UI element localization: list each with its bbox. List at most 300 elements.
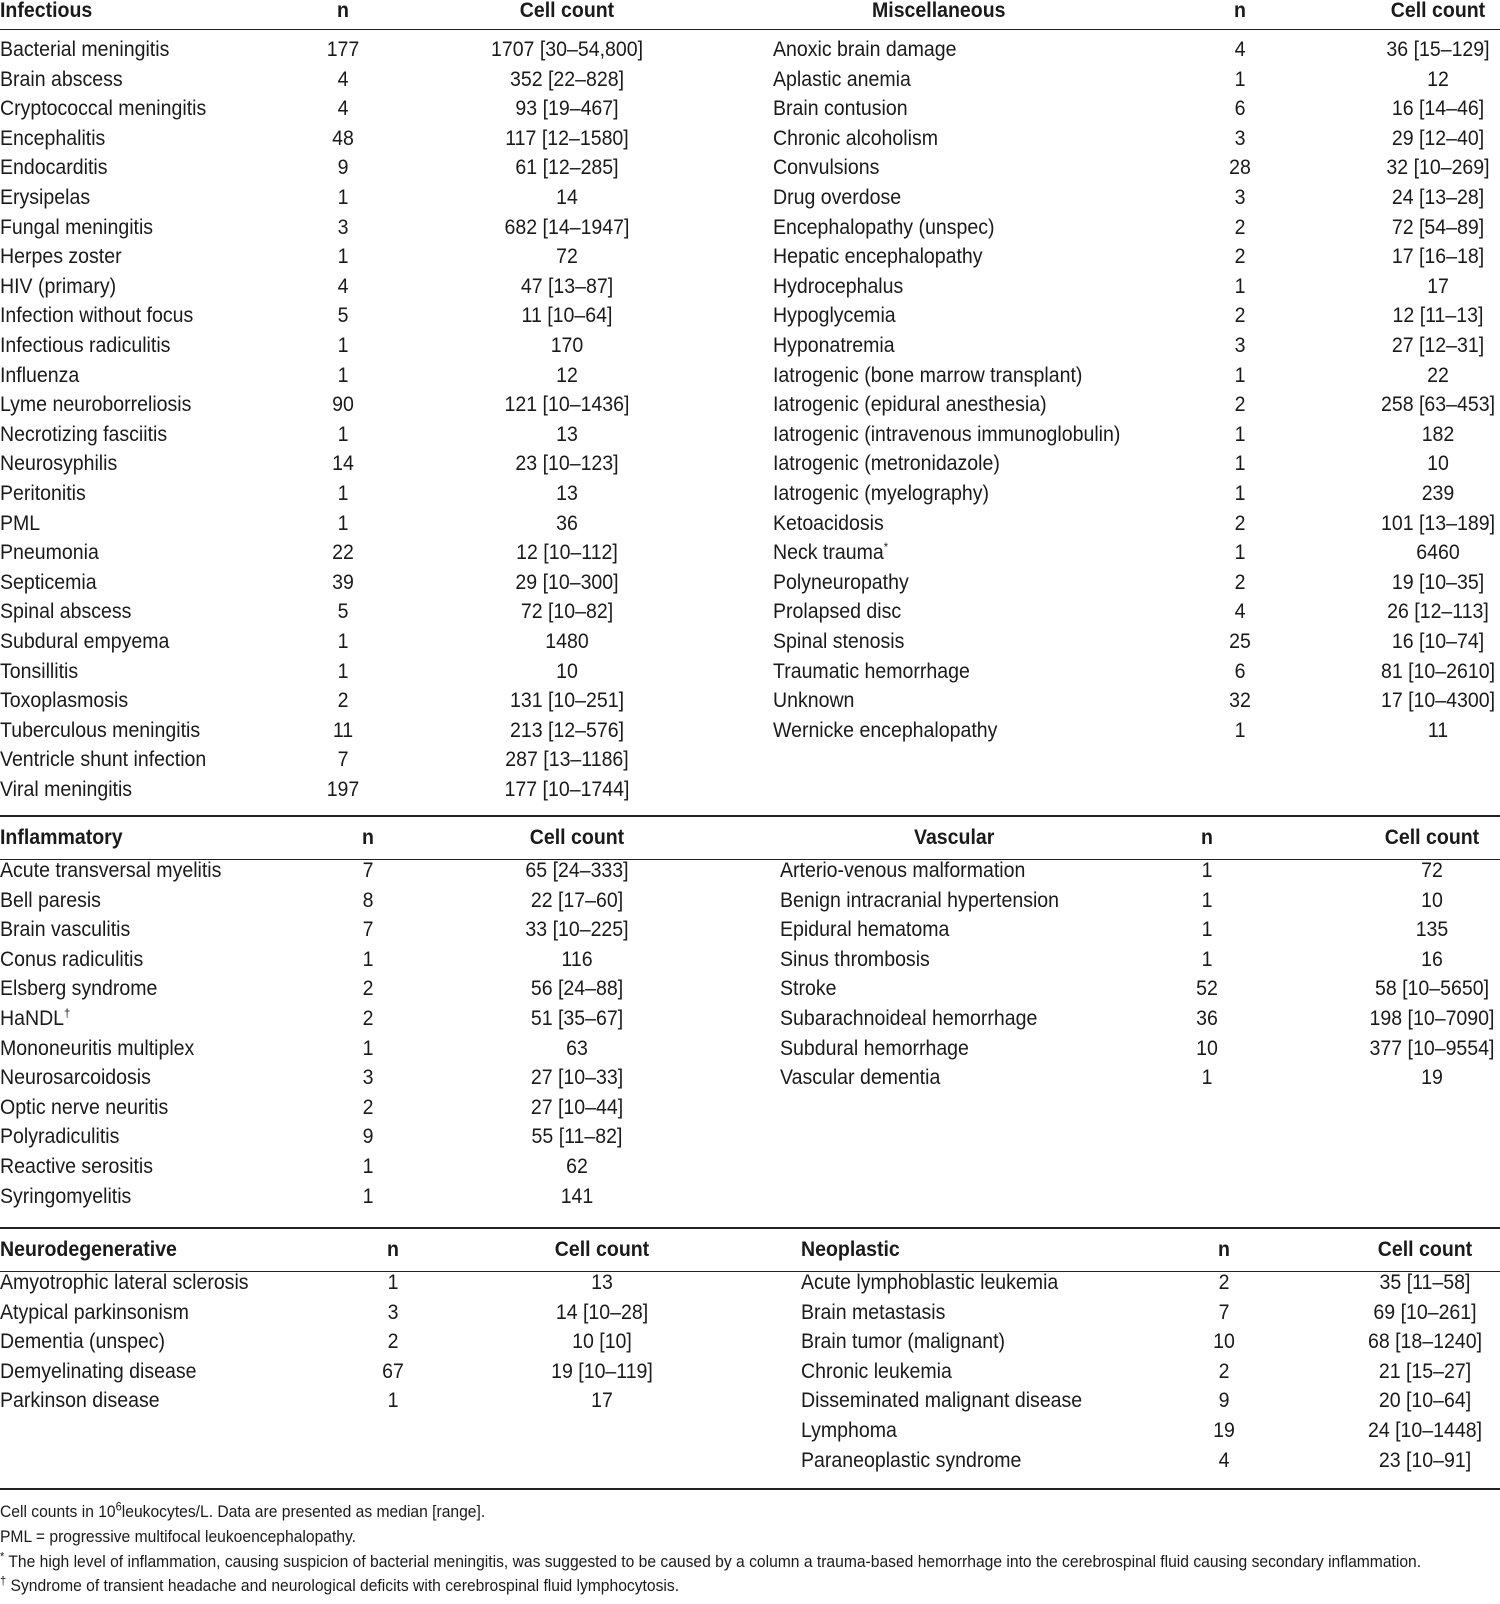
row-n: 25 (1229, 630, 1251, 653)
section-title-right: Neoplastic (801, 1238, 900, 1261)
row-label-text: HIV (primary) (0, 274, 117, 298)
row-n: 1 (1234, 422, 1246, 446)
row-cell-count: 51 [35–67] (530, 1007, 624, 1030)
row-label (773, 452, 1000, 476)
row-label (0, 719, 200, 743)
row-label-text: Brain contusion (773, 97, 908, 121)
column-header-cell-count: Cell count (1384, 826, 1480, 849)
row-n: 1 (337, 659, 349, 683)
row-cell-count: 35 [11–58] (1379, 1271, 1471, 1294)
row-n: 1 (362, 1184, 374, 1208)
footnote-mark: † (64, 1006, 71, 1020)
row-label-text: Chronic leukemia (801, 1359, 952, 1383)
row-label (0, 1301, 189, 1325)
row-cell-count: 10 (556, 659, 578, 683)
row-label (0, 748, 206, 772)
row-n: 1 (1234, 541, 1246, 565)
row-label (780, 918, 949, 942)
row-label-text: Acute lymphoblastic leukemia (801, 1271, 1059, 1294)
row-label (0, 1360, 197, 1384)
row-label-text: Subdural empyema (0, 630, 170, 653)
row-label (0, 778, 132, 802)
row-label (0, 859, 221, 883)
row-label-text: Neurosarcoidosis (0, 1066, 151, 1090)
row-n: 4 (337, 274, 349, 298)
row-cell-count: 62 (566, 1155, 588, 1178)
row-cell-count: 198 [10–7090] (1369, 1007, 1495, 1030)
row-label (0, 1007, 70, 1031)
column-header-cell-count: Cell count (529, 826, 625, 849)
row-label (773, 275, 903, 299)
row-label (773, 245, 983, 269)
row-n: 1 (362, 1036, 374, 1060)
row-n: 2 (362, 1095, 374, 1119)
footnote-dagger-mark: † (0, 1573, 7, 1588)
row-label (0, 1037, 194, 1061)
row-label (0, 68, 123, 92)
row-label-text: Iatrogenic (myelography) (773, 482, 990, 505)
footnote-mark: * (883, 540, 889, 555)
row-cell-count: 117 [12–1580] (505, 126, 629, 150)
row-cell-count: 19 [10–119] (551, 1359, 653, 1383)
table-bottom-rule (0, 1488, 1500, 1490)
row-cell-count: 287 [13–1186] (505, 748, 629, 772)
row-cell-count: 213 [12–576] (509, 718, 625, 742)
row-cell-count: 36 (556, 511, 578, 535)
row-label (0, 97, 206, 121)
row-n: 1 (1201, 918, 1213, 942)
row-cell-count: 32 [10–269] (1386, 156, 1490, 180)
row-label-text: Subarachnoideal hemorrhage (780, 1007, 1038, 1030)
row-n: 1 (337, 482, 349, 505)
row-label-text: Iatrogenic (metronidazole) (773, 452, 1000, 476)
column-header-n: n (362, 826, 374, 849)
row-label (773, 571, 909, 595)
row-label (780, 1007, 1037, 1031)
row-label-text: Septicemia (0, 570, 97, 594)
row-n: 4 (337, 97, 349, 121)
row-label (0, 423, 167, 447)
row-label (0, 512, 40, 536)
row-label-text: Lymphoma (801, 1419, 897, 1442)
row-label-text: Infection without focus (0, 304, 194, 328)
footnote-star-mark: * (0, 1549, 5, 1564)
row-cell-count: 16 [10–74] (1391, 630, 1485, 653)
row-n: 4 (1234, 600, 1246, 624)
row-label-text: Syringomyelitis (0, 1184, 132, 1208)
row-cell-count: 101 [13–189] (1380, 511, 1496, 535)
row-n: 11 (332, 718, 354, 742)
row-n: 5 (337, 304, 349, 328)
row-label-text: Bacterial meningitis (0, 38, 170, 61)
row-cell-count: 10 (1427, 452, 1449, 476)
row-label (773, 127, 938, 151)
row-cell-count: 27 [12–31] (1391, 334, 1485, 357)
row-n: 22 (332, 541, 354, 565)
row-label-text: Brain metastasis (801, 1300, 946, 1324)
row-cell-count: 11 (1427, 718, 1449, 742)
row-n: 32 (1229, 689, 1251, 713)
row-cell-count: 19 (1421, 1066, 1443, 1090)
row-label-text: Spinal stenosis (773, 630, 905, 653)
row-label (0, 1271, 249, 1295)
row-cell-count: 12 [10–112] (516, 541, 618, 565)
row-label (780, 977, 836, 1001)
row-label-text: Hypoglycemia (773, 304, 896, 328)
footnote-star-text: The high level of inflammation, causing suspicion of bacterial meningitis, was suggested to be caused by a column a trauma-based hemorrhage into the cerebrospinal fluid causing secondary inflammation. (8, 1552, 1422, 1571)
row-label-text: Acute transversal myelitis (0, 859, 222, 882)
row-n: 6 (1234, 659, 1246, 683)
row-cell-count: 12 (1427, 67, 1449, 91)
row-n: 4 (1234, 38, 1246, 61)
row-label-text: Neck trauma (773, 541, 884, 565)
row-n: 3 (337, 215, 349, 239)
row-cell-count: 23 [10–91] (1378, 1448, 1472, 1472)
row-n: 1 (1234, 718, 1246, 742)
row-label (801, 1389, 1082, 1413)
row-n: 4 (337, 67, 349, 91)
row-label (780, 948, 930, 972)
footnote-units-post: leukocytes/L. Data are presented as median [range]. (121, 1502, 486, 1521)
row-label-text: Brain tumor (malignant) (801, 1330, 1006, 1354)
row-label (0, 275, 116, 299)
table-section-middle (0, 815, 1500, 1227)
row-cell-count: 11 [10–64] (521, 304, 613, 328)
row-n: 3 (387, 1300, 399, 1324)
column-header-n: n (387, 1238, 399, 1261)
row-label (773, 689, 854, 713)
row-n: 3 (362, 1066, 374, 1090)
row-label-text: Viral meningitis (0, 778, 133, 801)
section-top-rule (0, 1227, 1500, 1229)
row-n: 2 (1218, 1359, 1230, 1383)
row-n: 28 (1229, 156, 1251, 180)
row-cell-count: 22 [17–60] (530, 888, 624, 912)
row-cell-count: 1480 (545, 630, 589, 653)
row-n: 1 (1201, 859, 1213, 882)
row-cell-count: 72 [54–89] (1391, 215, 1485, 239)
row-cell-count: 182 (1421, 422, 1455, 446)
row-label (801, 1419, 897, 1443)
row-label-text: Iatrogenic (intravenous immunoglobulin) (773, 422, 1121, 446)
row-n: 1 (387, 1389, 399, 1413)
row-label (780, 1066, 940, 1090)
row-label-text: Neurosyphilis (0, 452, 118, 476)
row-n: 2 (1234, 570, 1246, 594)
row-label (0, 541, 99, 565)
row-label (0, 452, 117, 476)
row-label (773, 512, 884, 536)
row-label-text: Conus radiculitis (0, 947, 144, 971)
row-cell-count: 16 (1421, 947, 1443, 971)
section-title-left: Infectious (0, 0, 93, 22)
row-n: 14 (332, 452, 354, 476)
row-label (0, 304, 193, 328)
row-label (0, 948, 143, 972)
row-label (773, 660, 970, 684)
row-label (0, 1125, 119, 1149)
row-label-text: Polyradiculitis (0, 1125, 120, 1149)
row-label (801, 1449, 1021, 1473)
row-n: 1 (1234, 452, 1246, 476)
row-label-text: Fungal meningitis (0, 215, 154, 239)
row-n: 1 (362, 1155, 374, 1178)
row-cell-count: 21 [15–27] (1378, 1359, 1472, 1383)
row-label-text: Paraneoplastic syndrome (801, 1448, 1022, 1472)
column-header-cell-count: Cell count (519, 0, 615, 22)
row-n: 2 (387, 1330, 399, 1354)
row-label (0, 1330, 165, 1354)
row-label-text: Encephalitis (0, 126, 106, 150)
row-label-text: Brain vasculitis (0, 918, 131, 942)
row-label (773, 68, 911, 92)
row-n: 6 (1234, 97, 1246, 121)
row-n: 9 (1218, 1389, 1230, 1413)
row-label-text: Subdural hemorrhage (780, 1036, 969, 1060)
row-cell-count: 14 (556, 186, 578, 209)
row-cell-count: 24 [10–1448] (1367, 1419, 1483, 1442)
row-n: 1 (387, 1271, 399, 1294)
row-label-text: Mononeuritis multiplex (0, 1036, 195, 1060)
row-label (0, 364, 79, 388)
row-label (773, 423, 1120, 447)
row-cell-count: 72 [10–82] (520, 600, 614, 624)
column-header-cell-count: Cell count (1377, 1238, 1473, 1261)
row-label (773, 541, 888, 565)
row-cell-count: 135 (1415, 918, 1449, 942)
row-label (780, 859, 1025, 883)
row-label (773, 186, 901, 210)
row-label-text: Ketoacidosis (773, 511, 884, 535)
row-label-text: Epidural hematoma (780, 918, 950, 942)
column-header-n: n (337, 0, 349, 22)
row-label-text: Necrotizing fasciitis (0, 422, 168, 446)
row-n: 1 (1234, 67, 1246, 91)
row-cell-count: 22 (1427, 363, 1449, 387)
row-cell-count: 13 (556, 422, 578, 446)
row-cell-count: 20 [10–64] (1378, 1389, 1472, 1413)
row-label-text: Brain abscess (0, 67, 123, 91)
row-n: 2 (1234, 215, 1246, 239)
row-label-text: Iatrogenic (bone marrow transplant) (773, 363, 1083, 387)
footnote-abbrev: PML = progressive multifocal leukoencephalopathy. (0, 1527, 357, 1546)
row-label (773, 304, 896, 328)
row-label-text: Cryptococcal meningitis (0, 97, 207, 121)
row-cell-count: 29 [12–40] (1391, 126, 1485, 150)
row-label (773, 38, 956, 62)
row-cell-count: 17 (591, 1389, 613, 1413)
row-label (773, 393, 1047, 417)
row-label (773, 334, 895, 358)
row-label-text: Arterio-venous malformation (780, 859, 1026, 882)
row-label-text: Aplastic anemia (773, 67, 911, 91)
row-label-text: Ventricle shunt infection (0, 748, 207, 772)
row-label-text: Demyelinating disease (0, 1359, 197, 1383)
row-label (801, 1301, 945, 1325)
row-label-text: Vascular dementia (780, 1066, 941, 1090)
row-label (773, 600, 901, 624)
column-header-n: n (1234, 0, 1246, 22)
row-cell-count: 17 (1427, 274, 1449, 298)
row-label (0, 38, 169, 62)
row-cell-count: 17 [16–18] (1391, 245, 1485, 269)
row-n: 9 (337, 156, 349, 180)
row-n: 197 (326, 778, 360, 801)
row-cell-count: 55 [11–82] (531, 1125, 623, 1149)
row-label (0, 600, 131, 624)
row-cell-count: 61 [12–285] (515, 156, 619, 180)
row-label-text: Tuberculous meningitis (0, 718, 201, 742)
section-title-right: Miscellaneous (872, 0, 1006, 22)
row-n: 1 (362, 947, 374, 971)
row-label (773, 364, 1082, 388)
row-label (0, 1185, 131, 1209)
section-header-rule (0, 859, 1500, 860)
row-cell-count: 12 [11–13] (1392, 304, 1484, 328)
row-label-text: Sinus thrombosis (780, 947, 930, 971)
row-label-text: Spinal abscess (0, 600, 132, 624)
row-label-text: Benign intracranial hypertension (780, 888, 1060, 912)
row-label (801, 1330, 1005, 1354)
row-cell-count: 19 [10–35] (1391, 570, 1485, 594)
footnote-dagger (0, 1573, 680, 1596)
row-label-text: Drug overdose (773, 186, 902, 209)
row-n: 1 (1234, 482, 1246, 505)
row-label-text: Tonsillitis (0, 659, 79, 683)
row-label-text: Bell paresis (0, 888, 101, 912)
row-n: 2 (1234, 245, 1246, 269)
row-cell-count: 170 (550, 334, 584, 357)
row-cell-count: 58 [10–5650] (1374, 977, 1490, 1001)
row-label-text: Infectious radiculitis (0, 334, 171, 357)
row-cell-count: 682 [14–1947] (504, 215, 630, 239)
row-n: 1 (1234, 274, 1246, 298)
row-label (0, 630, 169, 654)
row-label-text: Peritonitis (0, 482, 86, 505)
row-n: 1 (337, 245, 349, 269)
row-label (0, 660, 78, 684)
row-cell-count: 12 (556, 363, 578, 387)
row-n: 7 (1218, 1300, 1230, 1324)
row-n: 1 (337, 630, 349, 653)
row-label (773, 719, 997, 743)
section-title-right: Vascular (914, 826, 995, 849)
row-label (773, 216, 994, 240)
row-cell-count: 27 [10–44] (530, 1095, 624, 1119)
row-cell-count: 65 [24–333] (525, 859, 629, 882)
row-cell-count: 177 [10–1744] (504, 778, 630, 801)
row-n: 3 (1234, 334, 1246, 357)
column-header-cell-count: Cell count (1390, 0, 1486, 22)
row-label-text: Hyponatremia (773, 334, 895, 357)
row-n: 1 (337, 422, 349, 446)
column-header-n: n (1201, 826, 1213, 849)
row-n: 4 (1218, 1448, 1230, 1472)
row-cell-count: 6460 (1416, 541, 1460, 565)
row-label (780, 889, 1059, 913)
row-n: 52 (1196, 977, 1218, 1001)
row-label (0, 918, 130, 942)
row-label-text: Disseminated malignant disease (801, 1389, 1083, 1413)
row-cell-count: 121 [10–1436] (504, 393, 630, 417)
row-label (0, 482, 86, 506)
row-cell-count: 10 [10] (572, 1330, 632, 1354)
row-label-text: Unknown (773, 689, 855, 713)
row-cell-count: 36 [15–129] (1386, 38, 1490, 61)
row-label-text: Pneumonia (0, 541, 99, 565)
row-n: 2 (337, 689, 349, 713)
row-n: 36 (1196, 1007, 1218, 1030)
row-cell-count: 13 (591, 1271, 613, 1294)
row-label-text: Anoxic brain damage (773, 38, 957, 61)
row-label-text: Dementia (unspec) (0, 1330, 166, 1354)
row-label-text: Hepatic encephalopathy (773, 245, 983, 269)
row-cell-count: 1707 [30–54,800] (490, 38, 644, 61)
row-n: 8 (362, 888, 374, 912)
row-label (0, 689, 128, 713)
row-n: 1 (1201, 888, 1213, 912)
row-cell-count: 81 [10–2610] (1380, 659, 1496, 683)
row-label (773, 97, 908, 121)
row-label (0, 889, 101, 913)
row-cell-count: 16 [14–46] (1391, 97, 1485, 121)
row-n: 2 (1234, 511, 1246, 535)
row-label-text: Convulsions (773, 156, 880, 180)
row-label (0, 216, 153, 240)
row-label (773, 482, 989, 506)
row-label-text: Amyotrophic lateral sclerosis (0, 1271, 249, 1294)
row-cell-count: 93 [19–467] (515, 97, 619, 121)
row-label (0, 186, 90, 210)
footnote-star (0, 1549, 1422, 1572)
row-label-text: HaNDL (0, 1007, 65, 1030)
row-n: 90 (332, 393, 354, 417)
row-cell-count: 68 [18–1240] (1367, 1330, 1483, 1354)
row-cell-count: 352 [22–828] (509, 67, 625, 91)
row-label (773, 156, 879, 180)
row-label-text: Influenza (0, 363, 80, 387)
row-cell-count: 63 (566, 1036, 588, 1060)
row-cell-count: 69 [10–261] (1373, 1300, 1477, 1324)
section-header-rule (0, 29, 1500, 30)
row-n: 1 (1234, 363, 1246, 387)
row-cell-count: 377 [10–9554] (1369, 1036, 1495, 1060)
row-label-text: Herpes zoster (0, 245, 122, 269)
row-label (0, 1389, 160, 1413)
section-title-left: Neurodegenerative (0, 1238, 177, 1261)
row-label (0, 1155, 153, 1179)
row-n: 1 (1201, 947, 1213, 971)
footnote-units-pre: Cell counts in 10 (0, 1502, 116, 1521)
row-n: 1 (1201, 1066, 1213, 1090)
row-n: 48 (332, 126, 354, 150)
footnote-dagger-text: Syndrome of transient headache and neurological deficits with cerebrospinal fluid lymphocytosis. (10, 1576, 680, 1595)
row-label-text: Polyneuropathy (773, 570, 909, 594)
row-n: 7 (337, 748, 349, 772)
column-header-n: n (1218, 1238, 1230, 1261)
row-label (0, 571, 97, 595)
row-cell-count: 27 [10–33] (530, 1066, 624, 1090)
row-label (0, 393, 191, 417)
row-label (773, 630, 904, 654)
row-n: 19 (1213, 1419, 1235, 1442)
row-n: 7 (362, 918, 374, 942)
row-n: 1 (337, 186, 349, 209)
row-label-text: Iatrogenic (epidural anesthesia) (773, 393, 1047, 417)
row-n: 1 (337, 363, 349, 387)
row-n: 10 (1213, 1330, 1235, 1354)
row-label-text: Encephalopathy (unspec) (773, 215, 995, 239)
